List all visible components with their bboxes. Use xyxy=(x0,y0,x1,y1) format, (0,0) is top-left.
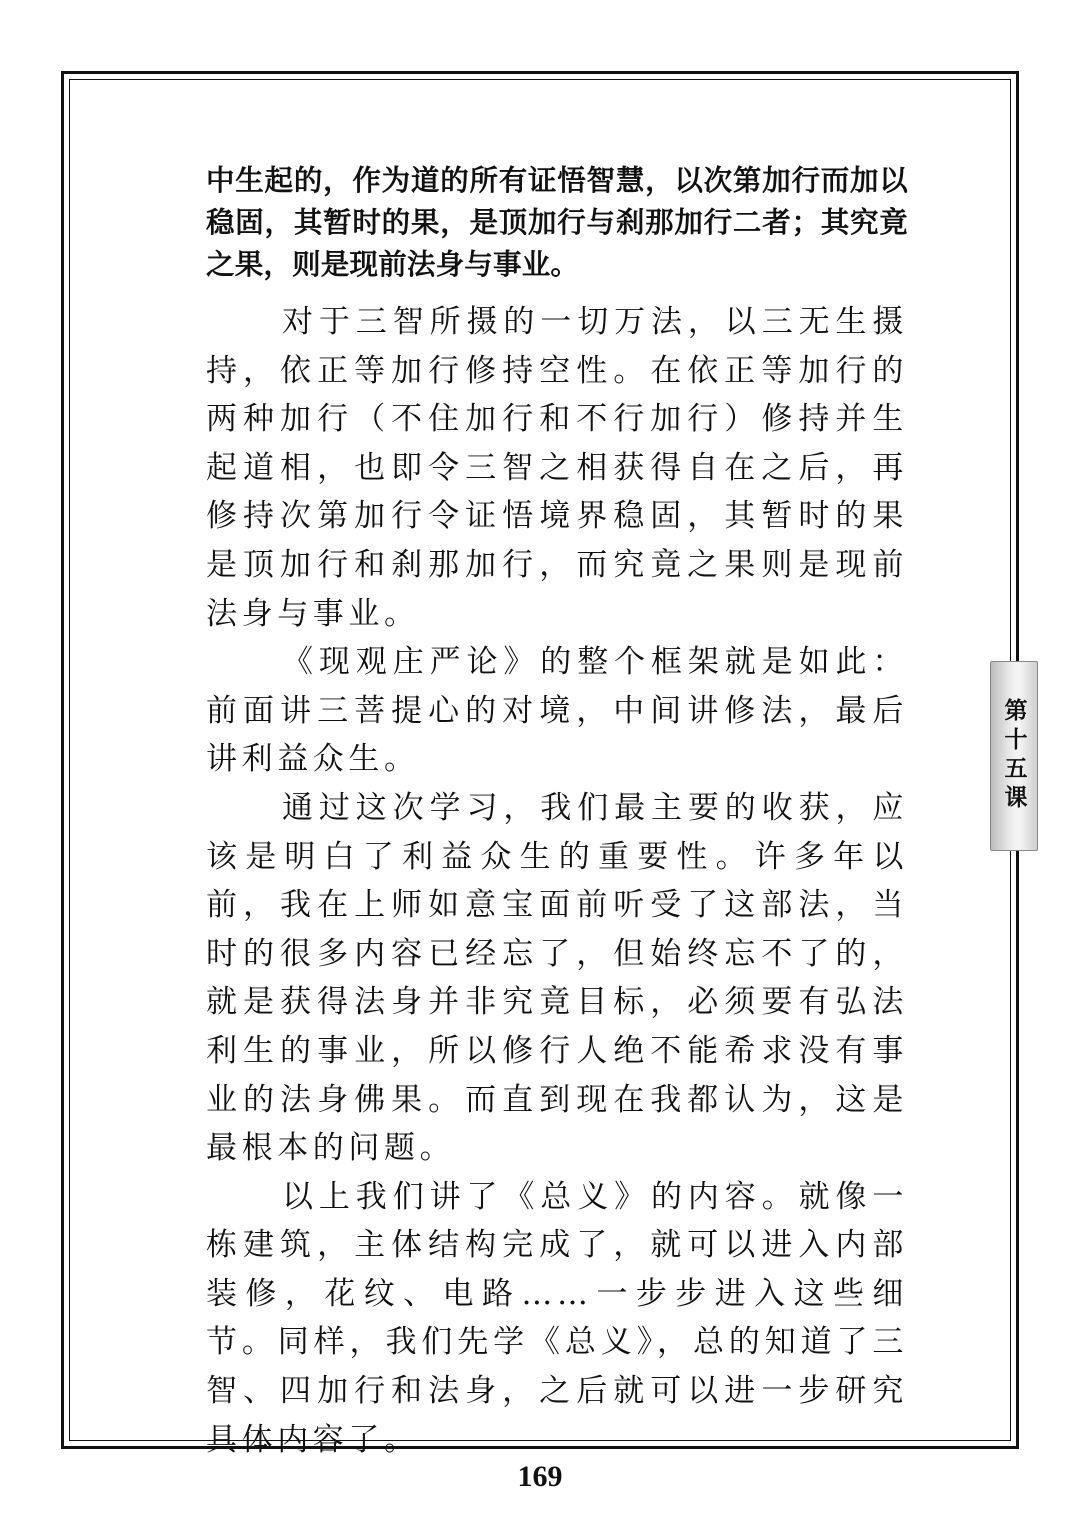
chapter-tab-label: 第十五课 xyxy=(1000,698,1028,814)
body-text xyxy=(206,160,908,1464)
chapter-tab xyxy=(990,661,1038,851)
paragraph: 对于三智所摄的一切万法，以三无生摄持，依正等加行修持空性。在依正等加行的两种加行（不住加行和不行加行）修持并生起道相，也即令三智之相获得自在之后，再修持次第加行令证悟境界稳固，其暂时的果是顶加行和刹那加行，而究竟之果则是现前法身与事业。 xyxy=(206,304,908,632)
page-number: 169 xyxy=(517,1460,563,1493)
paragraph: 通过这次学习，我们最主要的收获，应该是明白了利益众生的重要性。许多年以前，我在上师如意宝面前听受了这部法，当时的很多内容已经忘了，但始终忘不了的，就是获得法身并非究竟目标，必须要有弘法利生的事业，所以修行人绝不能希求没有事业的法身佛果。而直到现在我都认为，这是最根本的问题。 xyxy=(206,789,908,1167)
paragraph: 《现观庄严论》的整个框架就是如此：前面讲三菩提心的对境，中间讲修法，最后讲利益众生。 xyxy=(206,644,908,778)
lead-paragraph: 中生起的，作为道的所有证悟智慧，以次第加行而加以稳固，其暂时的果，是顶加行与刹那加行二者；其究竟之果，则是现前法身与事业。 xyxy=(206,164,908,281)
paragraph: 以上我们讲了《总义》的内容。就像一栋建筑，主体结构完成了，就可以进入内部装修，花纹、电路……一步步进入这些细节。同样，我们先学《总义》，总的知道了三智、四加行和法身，之后就可以进一步研究具体内容了。 xyxy=(206,1178,908,1458)
